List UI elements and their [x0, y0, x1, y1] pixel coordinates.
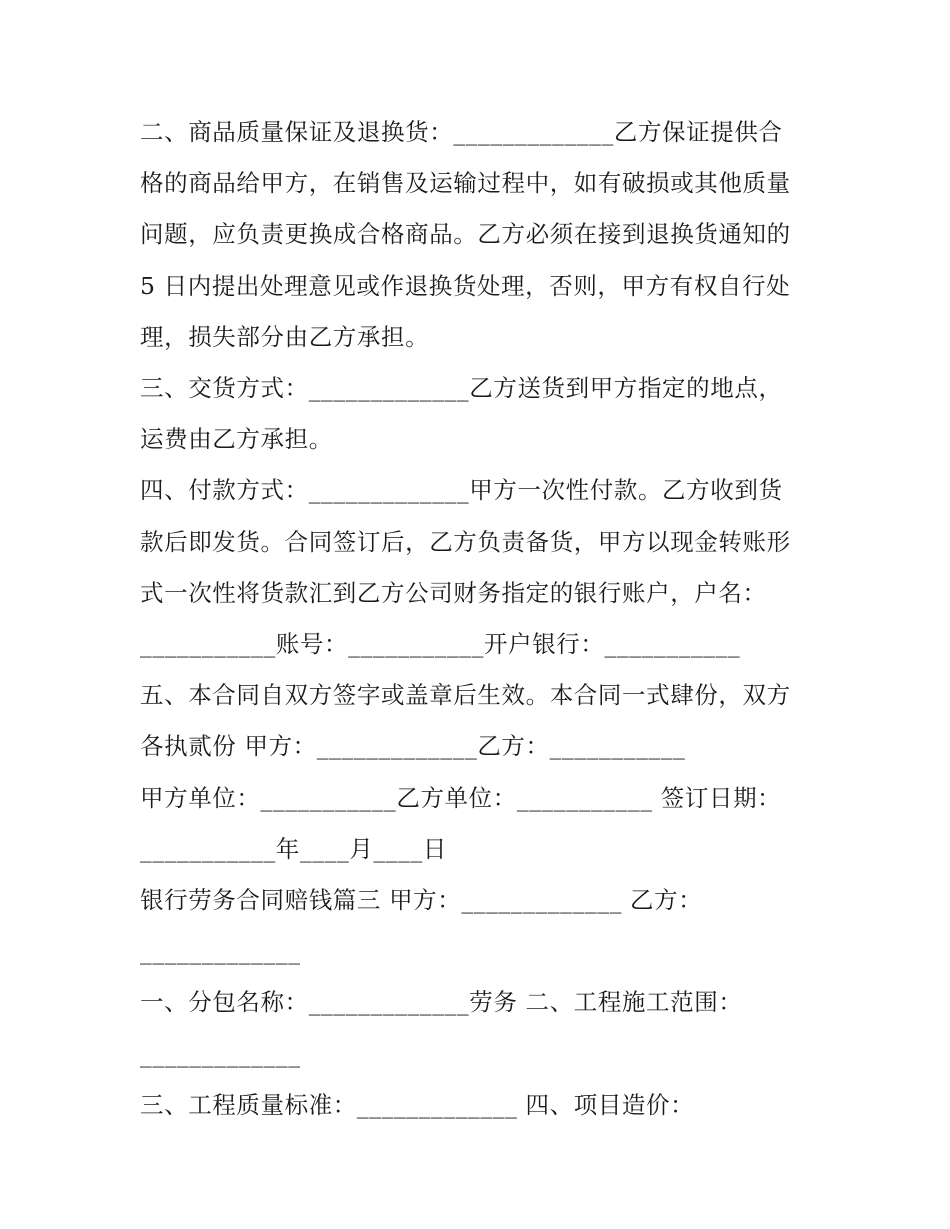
text-line-11: ___________账号：___________开户银行：___________	[140, 630, 741, 659]
text-line-14: 甲方单位：___________乙方单位：___________ 签订日期：	[140, 783, 782, 812]
text-line-16: 银行劳务合同赔钱篇三 甲方：_____________ 乙方：	[140, 886, 703, 915]
text-line-18: 一、分包名称：_____________劳务 二、工程施工范围：	[140, 988, 743, 1017]
text-line-6: 三、交货方式：_____________乙方送货到甲方指定的地点，	[140, 374, 783, 403]
text-line-4: 5 日内提出处理意见或作退换货处理，否则，甲方有权自行处	[140, 271, 791, 300]
text-line-20: 三、工程质量标准：_____________ 四、项目造价：	[140, 1090, 695, 1119]
text-line-12: 五、本合同自双方签字或盖章后生效。本合同一式肆份，双方	[140, 681, 791, 710]
text-line-10: 式一次性将货款汇到乙方公司财务指定的银行账户，户名：	[140, 578, 767, 607]
text-line-13: 各执贰份 甲方：_____________乙方：___________	[140, 732, 686, 761]
text-line-8: 四、付款方式：_____________甲方一次性付款。乙方收到货	[140, 476, 783, 505]
text-line-5: 理，损失部分由乙方承担。	[140, 322, 430, 351]
text-line-7: 运费由乙方承担。	[140, 425, 333, 454]
text-line-17: _____________	[140, 937, 301, 966]
text-line-19: _____________	[140, 1039, 301, 1068]
text-line-3: 问题，应负责更换成合格商品。乙方必须在接到退换货通知的	[140, 220, 791, 249]
text-line-2: 格的商品给甲方，在销售及运输过程中，如有破损或其他质量	[140, 169, 791, 198]
text-line-1: 二、商品质量保证及退换货：_____________乙方保证提供合	[140, 118, 783, 146]
text-line-15: ___________年____月____日	[140, 834, 447, 863]
text-line-9: 款后即发货。合同签订后，乙方负责备货，甲方以现金转账形	[140, 527, 791, 556]
